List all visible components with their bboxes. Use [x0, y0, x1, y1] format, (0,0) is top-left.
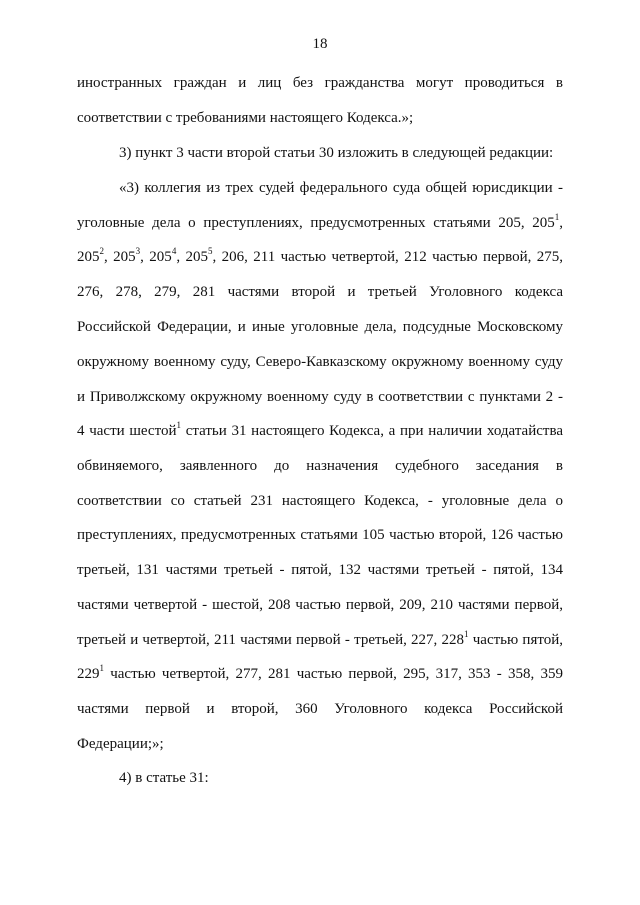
text-segment: преступлениях, предусмотренных статьями 105 частью второй, 126 частью: [77, 527, 563, 543]
text-segment: 229: [77, 666, 100, 682]
text-line: [77, 491, 563, 511]
text-line: [119, 178, 563, 198]
text-segment: частью пятой,: [468, 632, 563, 648]
text-segment: «3) коллегия из трех судей федерального суда общей юрисдикции -: [119, 180, 563, 196]
text-segment: окружному военному суду, Северо-Кавказскому окружному военному суду: [77, 354, 563, 370]
text-line: [77, 664, 563, 684]
text-segment: третьей и четвертой, 211 частями первой - третьей, 227, 228: [77, 632, 465, 648]
text-line: [77, 317, 563, 337]
text-line: [77, 734, 164, 754]
superscript: 2: [99, 246, 104, 256]
text-segment: частями первой и второй, 360 Уголовного кодекса Российской: [77, 701, 563, 717]
text-segment: уголовные дела о преступлениях, предусмотренных статьями 205, 205: [77, 215, 555, 231]
text-segment: иностранных граждан и лиц без гражданства могут проводиться в: [77, 75, 563, 91]
page-number: 18: [312, 36, 328, 52]
superscript: 3: [135, 246, 141, 256]
text-segment: 276, 278, 279, 281 частями второй и третьей Уголовного кодекса: [77, 284, 563, 300]
text-line: [119, 143, 553, 163]
text-segment: 3) пункт 3 части второй статьи 30 изложить в следующей редакции:: [119, 145, 554, 161]
text-line: [77, 560, 563, 580]
text-segment: 205: [77, 249, 100, 265]
superscript: 1: [176, 420, 181, 430]
text-line: [77, 456, 563, 476]
text-line: [77, 213, 563, 233]
text-segment: ,: [559, 215, 563, 231]
text-line: [77, 73, 563, 93]
superscript: 1: [464, 629, 469, 639]
text-segment: 4) в статье 31:: [119, 770, 209, 786]
text-segment: , 205: [176, 249, 208, 265]
text-segment: 4 части шестой: [77, 423, 177, 439]
text-segment: соответствии с требованиями настоящего Кодекса.»;: [77, 110, 414, 126]
text-segment: соответствии со статьей 231 настоящего Кодекса, - уголовные дела о: [77, 493, 563, 509]
text-segment: и Приволжскому окружному военному суду в соответствии с пунктами 2 -: [77, 389, 563, 405]
text-segment: Российской Федерации, и иные уголовные дела, подсудные Московскому: [77, 319, 563, 335]
text-segment: частями четвертой - шестой, 208 частью первой, 209, 210 частями первой,: [77, 597, 563, 613]
text-segment: статьи 31 настоящего Кодекса, а при наличии ходатайства: [180, 423, 563, 439]
text-line: [77, 247, 563, 267]
text-segment: обвиняемого, заявленного до назначения судебного заседания в: [77, 458, 563, 474]
text-line: [77, 108, 413, 128]
text-line: [77, 282, 563, 302]
text-line: [77, 387, 563, 407]
text-line: [77, 525, 563, 545]
text-line: [77, 352, 563, 372]
text-segment: , 206, 211 частью четвертой, 212 частью первой, 275,: [212, 249, 564, 265]
text-segment: , 205: [104, 249, 136, 265]
text-segment: Федерации;»;: [77, 736, 164, 752]
superscript: 1: [99, 663, 104, 673]
text-line: [77, 630, 563, 650]
text-line: [77, 699, 563, 719]
text-segment: частью четвертой, 277, 281 частью первой, 295, 317, 353 - 358, 359: [104, 666, 563, 682]
text-line: [77, 421, 563, 441]
text-segment: третьей, 131 частями третьей - пятой, 132 частями третьей - пятой, 134: [77, 562, 563, 578]
text-line: [119, 768, 209, 788]
text-line: [77, 595, 563, 615]
superscript: 5: [207, 246, 213, 256]
superscript: 4: [171, 246, 177, 256]
superscript: 1: [554, 212, 560, 222]
text-segment: , 205: [140, 249, 172, 265]
